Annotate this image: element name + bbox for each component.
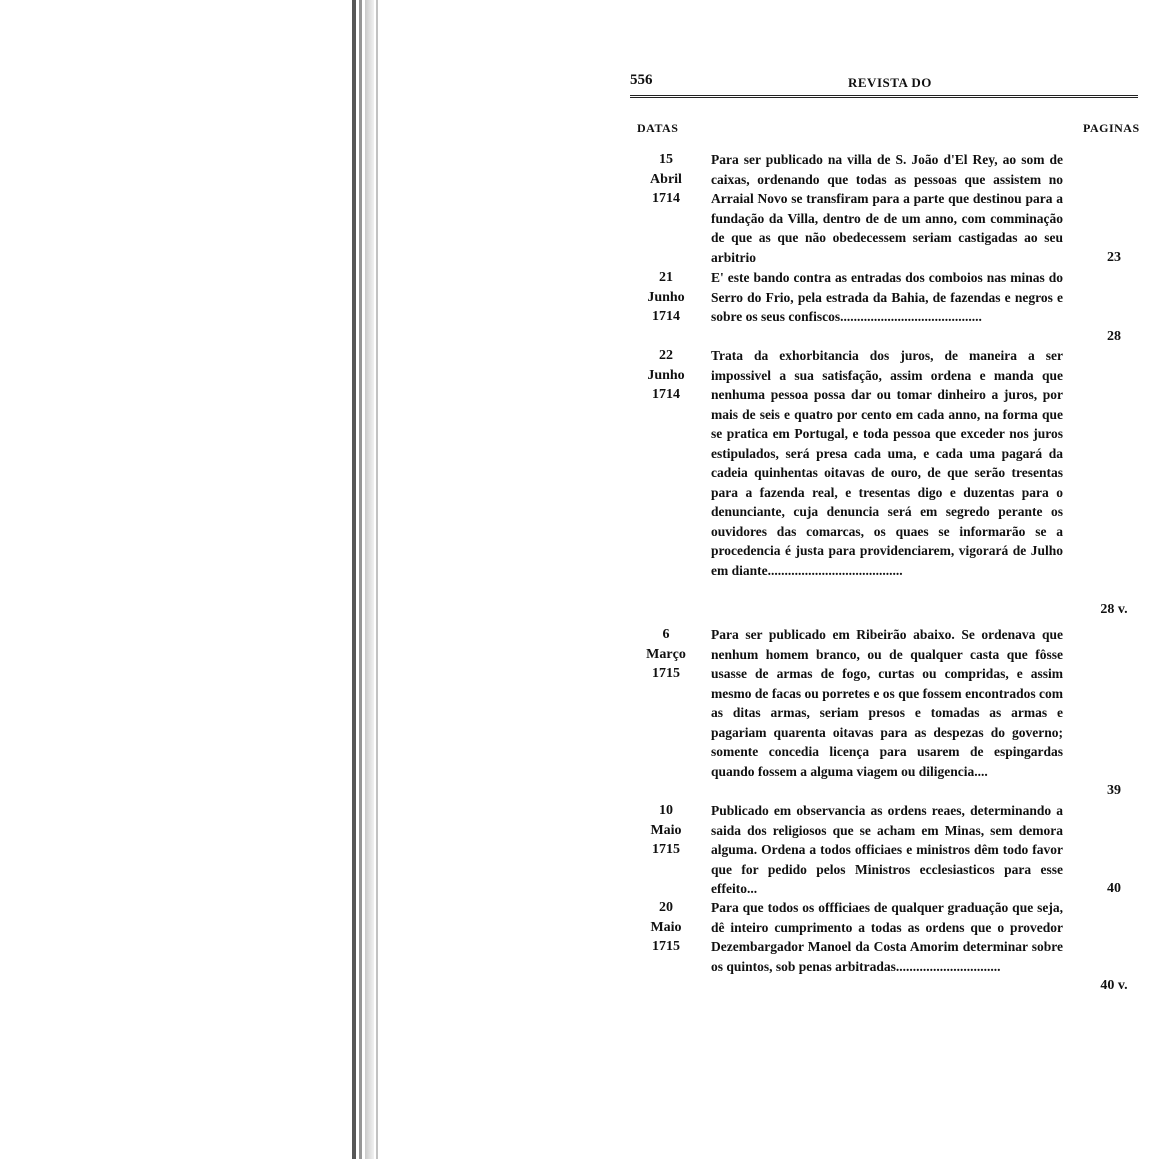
entry-text: Para ser publicado em Ribeirão abaixo. Se ordenava que nenhum homem branco, ou de qualquer casta que fôsse usasse de armas de fogo, curtas ou compridas, e assim mesmo de facas ou porretes e os que fossem encontrados com as ditas armas, seriam presos e tomadas as armas e pagariam quarenta oitavas para as despezas do governo; somente concedia licença para usarem de espingardas quando fossem a alguma viagem ou diligencia....	[711, 627, 1063, 779]
entry-day: 20	[659, 900, 673, 915]
entry-day: 10	[659, 803, 673, 818]
entry-day: 22	[659, 348, 673, 363]
entry-day: 6	[662, 627, 670, 642]
entry-page: 39	[1107, 783, 1121, 798]
entry-page: 28	[1107, 328, 1121, 344]
entry-month: Junho	[647, 289, 685, 305]
book-gutter	[352, 0, 382, 1159]
entry-month: Maio	[650, 822, 682, 838]
entry-page: 23	[1107, 249, 1121, 265]
column-heading-pages: PAGINAS	[1083, 121, 1140, 135]
entry-day: 21	[659, 270, 673, 285]
entry-month: Março	[646, 646, 686, 662]
entry-page: 28 v.	[1100, 601, 1128, 617]
entry-text: Para que todos os offficiaes de qualquer graduação que seja, dê inteiro cumprimento a todas as ordens que o provedor Dezembargador Manoel da Costa Amorim determinar sobre os quintos, sob penas arbitradas...............................	[711, 900, 1063, 974]
running-title: REVISTA DO	[848, 75, 932, 90]
entry-year: 1715	[652, 666, 680, 681]
entry-year: 1715	[652, 842, 680, 857]
entry-month: Maio	[650, 919, 682, 935]
entry-page: 40 v.	[1100, 978, 1128, 993]
header-rule	[630, 95, 1138, 98]
entry-page: 40	[1107, 881, 1121, 896]
page-header	[630, 72, 1138, 96]
entry-text: Publicado em observancia as ordens reaes, determinando a saida dos religiosos que se acham em Minas, sem demora alguma. Ordena a todos officiaes e ministros dêm todo favor que for pedido pelos Ministros ecclesiasticos para esse effeito...	[711, 803, 1063, 896]
entry-year: 1714	[652, 309, 680, 324]
entry-day: 15	[659, 152, 673, 167]
entry-text: Trata da exhorbitancia dos juros, de maneira a ser impossivel a sua satisfação, assim ordena e manda que nenhuma pessoa possa dar ou tomar dinheiro a juros, por mais de seis e quatro por cento em cada anno, na forma que se pratica em Portugal, e toda pessoa que exceder nos juros estipulados, será presa cada uma, e cada uma pagará da cadeia quinhentas oitavas de ouro, de que serão tresentas para a fazenda real, e tresentas digo e duzentas para o denunciante, cuja denuncia será em segredo perante os ouvidores das comarcas, os quaes se informarão se a procedencia é justa para providenciarem, vigorará de Julho em diante........................................	[711, 348, 1063, 578]
entry-text: Para ser publicado na villa de S. João d'El Rey, ao som de caixas, ordenando que todas as pessoas que assistem no Arraial Novo se transfiram para a parte que destinou para a fundação da Villa, dentro de de um anno, com comminação de que as que não obedecessem seriam castigadas ao seu arbitrio	[711, 152, 1063, 265]
page-number: 556	[630, 72, 653, 88]
entry-text: E' este bando contra as entradas dos comboios nas minas do Serro do Frio, pela estrada da Bahia, de fazendas e negros e sobre os seus confiscos..........................................	[711, 270, 1063, 324]
entry-year: 1714	[652, 387, 680, 402]
entry-year: 1715	[652, 939, 680, 954]
column-heading-dates: DATAS	[637, 121, 679, 135]
entry-month: Abril	[650, 171, 682, 187]
entry-month: Junho	[647, 367, 685, 383]
entry-year: 1714	[652, 191, 680, 206]
